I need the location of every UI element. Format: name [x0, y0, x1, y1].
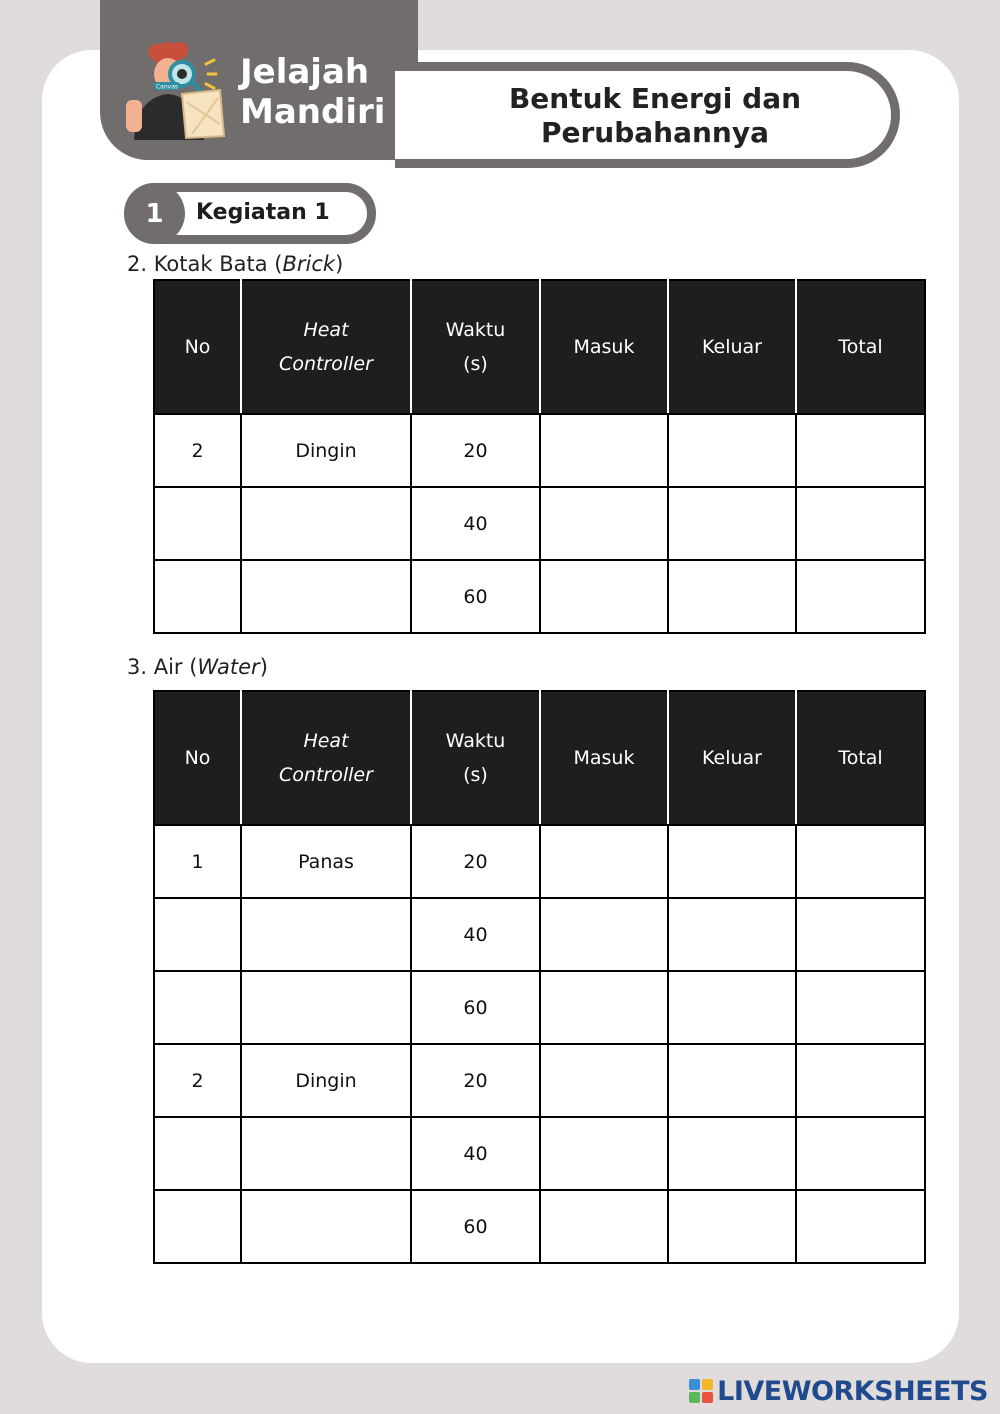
- table-row: [154, 1190, 925, 1263]
- header-no: No: [154, 691, 241, 825]
- table-row: [154, 487, 925, 560]
- cell-masuk-input[interactable]: [540, 1044, 668, 1117]
- table-row: [154, 560, 925, 633]
- header-waktu-line-1: Waktu: [445, 730, 506, 752]
- cell-no: 2: [154, 1044, 241, 1117]
- header-waktu-line-1: Waktu: [445, 319, 506, 341]
- header-heat-controller: [241, 280, 411, 414]
- cell-masuk-input[interactable]: [540, 898, 668, 971]
- section-2-italic: Brick: [282, 252, 336, 276]
- cell-waktu: 40: [411, 1117, 540, 1190]
- cell-waktu: 60: [411, 1190, 540, 1263]
- cell-masuk-input[interactable]: [540, 1190, 668, 1263]
- cell-masuk-input[interactable]: [540, 971, 668, 1044]
- cell-keluar-input[interactable]: [668, 560, 796, 633]
- cell-no: [154, 1117, 241, 1190]
- cell-heat: [241, 971, 411, 1044]
- liveworksheets-mark-icon: [689, 1379, 713, 1403]
- page-title-line-1: Bentuk Energi dan: [508, 82, 802, 115]
- cell-total-input[interactable]: [796, 1044, 925, 1117]
- cell-no: 1: [154, 825, 241, 898]
- header-heat-line-1: Heat: [303, 319, 349, 341]
- explorer-avatar-icon: [124, 40, 230, 140]
- cell-no: 2: [154, 414, 241, 487]
- liveworksheets-logo[interactable]: [689, 1374, 988, 1408]
- section-2-label: [127, 252, 343, 276]
- activity-label: Kegiatan 1: [196, 200, 330, 225]
- header-heat-line-2: Controller: [279, 353, 373, 375]
- brand-line-1: Jelajah: [240, 52, 370, 92]
- page-title-line-2: Perubahannya: [540, 116, 770, 149]
- header-masuk: Masuk: [540, 691, 668, 825]
- cell-total-input[interactable]: [796, 971, 925, 1044]
- header-keluar: Keluar: [668, 280, 796, 414]
- cell-masuk-input[interactable]: [540, 825, 668, 898]
- cell-no: [154, 898, 241, 971]
- cell-no: [154, 560, 241, 633]
- cell-heat: [241, 1117, 411, 1190]
- cell-keluar-input[interactable]: [668, 1190, 796, 1263]
- cell-heat: [241, 487, 411, 560]
- table-row: [154, 971, 925, 1044]
- cell-heat: [241, 898, 411, 971]
- section-2-prefix: 2. Kotak Bata (: [127, 252, 283, 276]
- table-row: [154, 414, 925, 487]
- cell-masuk-input[interactable]: [540, 414, 668, 487]
- brick-table: [153, 279, 926, 634]
- header-waktu-line-2: (s): [463, 764, 488, 786]
- section-3-suffix: ): [259, 655, 268, 679]
- section-3-prefix: 3. Air (: [127, 655, 198, 679]
- cell-total-input[interactable]: [796, 560, 925, 633]
- cell-total-input[interactable]: [796, 1117, 925, 1190]
- page-title: [405, 74, 905, 158]
- cell-heat: Panas: [241, 825, 411, 898]
- cell-no: [154, 1190, 241, 1263]
- water-table: [153, 690, 926, 1264]
- section-3-italic: Water: [197, 655, 260, 679]
- cell-keluar-input[interactable]: [668, 414, 796, 487]
- cell-waktu: 60: [411, 560, 540, 633]
- cell-waktu: 20: [411, 414, 540, 487]
- cell-masuk-input[interactable]: [540, 487, 668, 560]
- cell-masuk-input[interactable]: [540, 1117, 668, 1190]
- cell-waktu: 40: [411, 898, 540, 971]
- cell-keluar-input[interactable]: [668, 1044, 796, 1117]
- liveworksheets-logo-text: LIVEWORKSHEETS: [717, 1375, 988, 1407]
- section-2-suffix: ): [335, 252, 344, 276]
- brand-line-2: Mandiri: [240, 92, 386, 132]
- header-no: No: [154, 280, 241, 414]
- cell-heat: Dingin: [241, 414, 411, 487]
- header-waktu-line-2: (s): [463, 353, 488, 375]
- cell-heat: Dingin: [241, 1044, 411, 1117]
- cell-heat: [241, 560, 411, 633]
- table-row: [154, 898, 925, 971]
- cell-total-input[interactable]: [796, 487, 925, 560]
- table-row: [154, 1117, 925, 1190]
- activity-number-badge: 1: [124, 183, 185, 244]
- cell-masuk-input[interactable]: [540, 560, 668, 633]
- header-total: Total: [796, 280, 925, 414]
- cell-waktu: 40: [411, 487, 540, 560]
- cell-no: [154, 971, 241, 1044]
- cell-waktu: 60: [411, 971, 540, 1044]
- cell-total-input[interactable]: [796, 1190, 925, 1263]
- cell-keluar-input[interactable]: [668, 487, 796, 560]
- header-heat-line-2: Controller: [279, 764, 373, 786]
- table-row: [154, 825, 925, 898]
- table-header-row: [154, 280, 925, 414]
- cell-total-input[interactable]: [796, 414, 925, 487]
- header-waktu: [411, 280, 540, 414]
- table-header-row: [154, 691, 925, 825]
- cell-keluar-input[interactable]: [668, 898, 796, 971]
- header-heat-line-1: Heat: [303, 730, 349, 752]
- cell-no: [154, 487, 241, 560]
- header-masuk: Masuk: [540, 280, 668, 414]
- cell-keluar-input[interactable]: [668, 1117, 796, 1190]
- section-3-label: [127, 655, 268, 679]
- table-row: [154, 1044, 925, 1117]
- cell-waktu: 20: [411, 1044, 540, 1117]
- cell-waktu: 20: [411, 825, 540, 898]
- cell-total-input[interactable]: [796, 898, 925, 971]
- cell-heat: [241, 1190, 411, 1263]
- cell-keluar-input[interactable]: [668, 971, 796, 1044]
- cell-keluar-input[interactable]: [668, 825, 796, 898]
- header-total: Total: [796, 691, 925, 825]
- header-waktu: [411, 691, 540, 825]
- avatar-badge-text: Canvas: [155, 83, 179, 91]
- header-keluar: Keluar: [668, 691, 796, 825]
- brand-title: [240, 52, 385, 132]
- cell-total-input[interactable]: [796, 825, 925, 898]
- header-heat-controller: [241, 691, 411, 825]
